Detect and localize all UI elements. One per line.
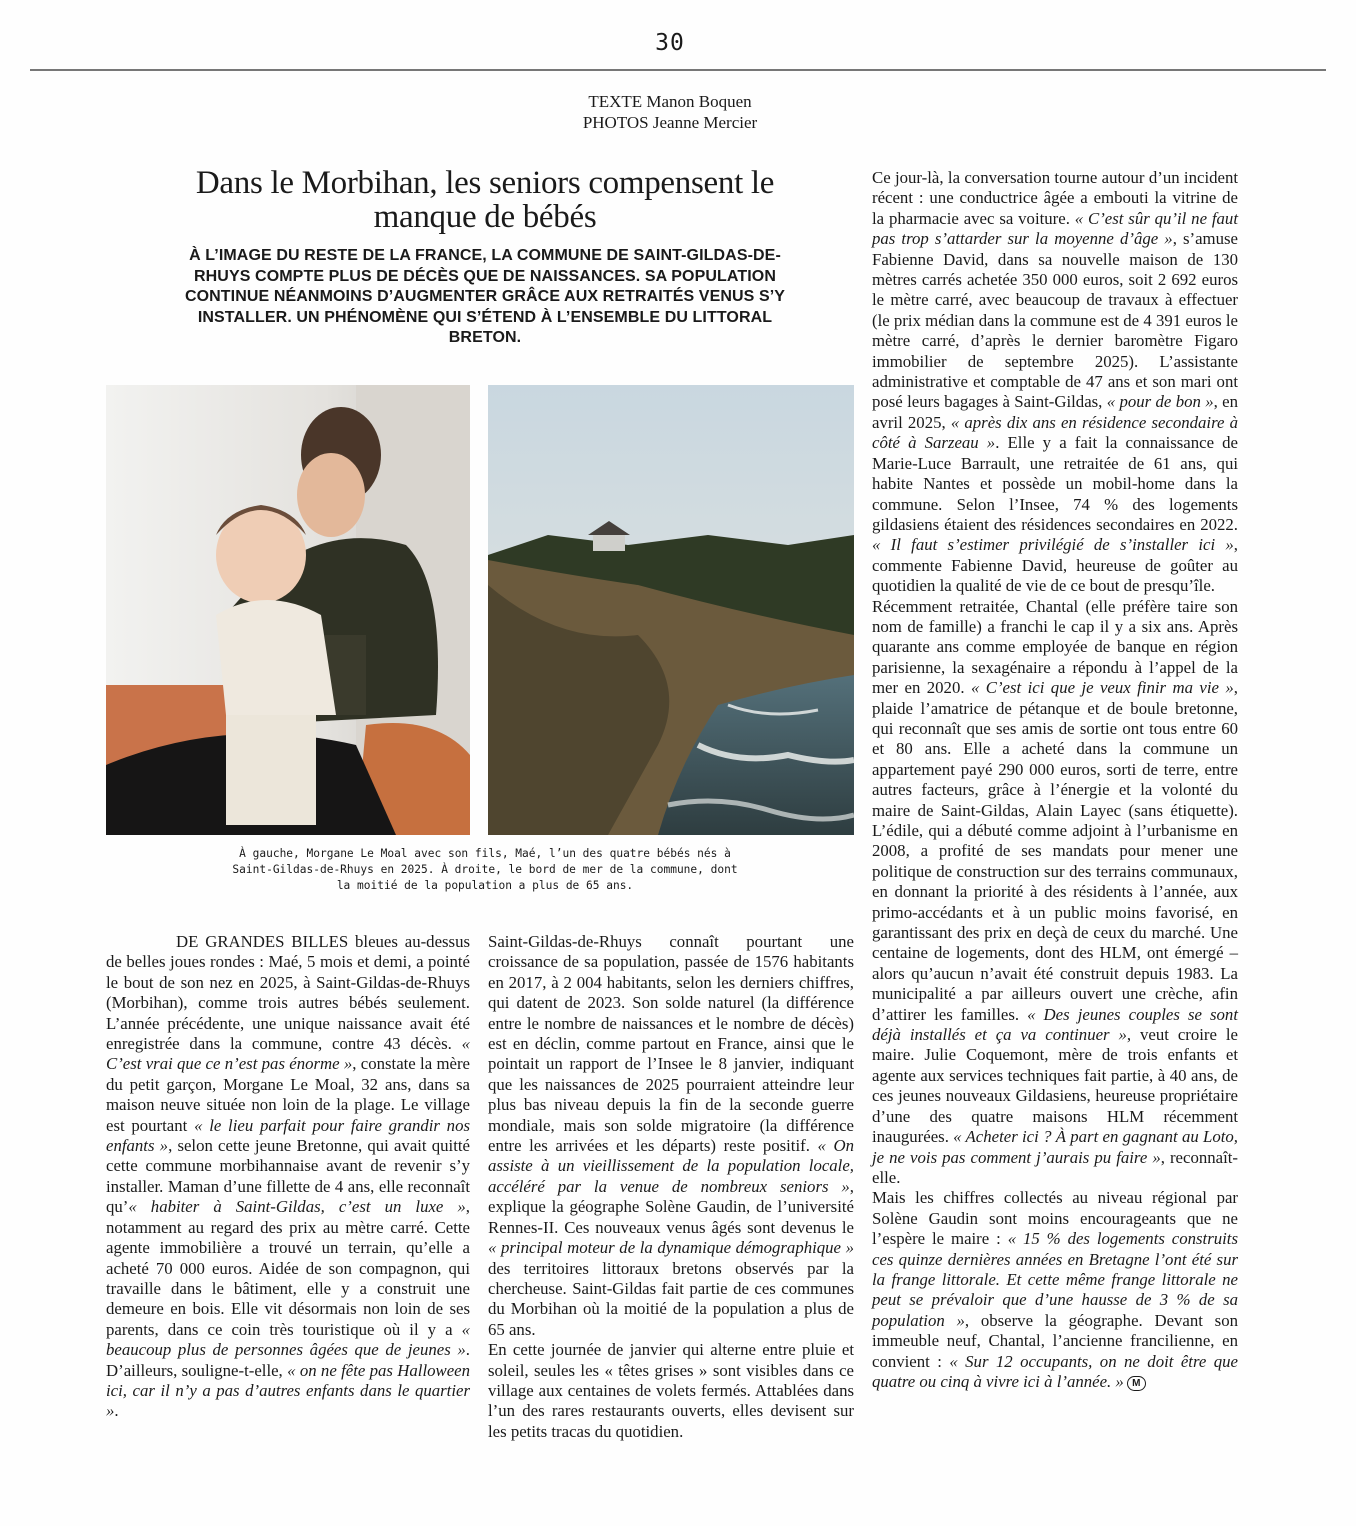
quote: « C’est sûr qu’il ne faut pas trop s’attarder sur la moyenne d’âge » — [872, 208, 1238, 249]
body-text: , commente Fabienne David, heureuse de goûter au quotidien la qualité de vie de ce bout de presqu’île. — [872, 535, 1238, 596]
quote: « Acheter ici ? À part en gagnant au Loto, je ne vois pas comment j’aurais pu faire » — [872, 1127, 1238, 1167]
body-text: . Elle y a fait la connaissance de Marie-Luce Barrault, une retraitée de 61 ans, qui habite Nantes et possède un mobil-home dans la commune. Selon l’Insee, 74 % des logements gildasiens étaient des résidences secondaires en 2022. — [872, 433, 1239, 534]
body-text: , explique la géographe Solène Gaudin, de l’université Rennes-II. Ces nouveaux venus âgés sont devenus le — [488, 1176, 854, 1237]
photo-credit: PHOTOS Jeanne Mercier — [582, 113, 758, 132]
photo-caption: À gauche, Morgane Le Moal avec son fils, Maé, l’un des quatre bébés nés à Saint-Gildas-de-Rhuys en 2025. À droite, le bord de mer de la commune, dont la moitié de la population a plus de 65 ans. — [232, 847, 738, 892]
end-of-article-icon: M — [1127, 1376, 1146, 1391]
body-text: , reconnaît-elle. — [872, 1147, 1238, 1187]
headline: Dans le Morbihan, les seniors compensent le manque de bébés — [195, 165, 775, 235]
article-paragraph: En cette journée de janvier qui alterne entre pluie et soleil, seules les « têtes grises » sont visibles dans ce village aux centaines de volets fermés. Attablées dans l’un des rares restaurants ouverts, elles devisent sur les petits tracas du quotidien. — [488, 1340, 854, 1441]
article-paragraph — [872, 168, 1238, 597]
quote: « beaucoup plus de personnes âgées que de jeunes » — [106, 1319, 470, 1360]
body-text: , s’amuse Fabienne David, dans sa nouvelle maison de 130 mètres carrés achetée 350 000 euros, soit 2 692 euros le mètre carré, avec beaucoup de travaux à effectuer (le prix médian dans la commune est de 4 391 euros le mètre carré, d’après le dernier baromètre Figaro immobilier de septembre 2025). L’assistante administrative et comptable de 47 ans et son mari ont posé leurs bagages à Saint-Gildas, — [872, 229, 1238, 412]
deck: À L’IMAGE DU RESTE DE LA FRANCE, LA COMMUNE DE SAINT-GILDAS-DE-RHUYS COMPTE PLUS DE DÉCÈS QUE DE NAISSANCES. SA POPULATION CONTINUE NÉANMOINS D’AUGMENTER GRÂCE AUX RETRAITÉS VENUS S’Y INSTALLER. UN PHÉNOMÈNE QUI S’ÉTEND À L’ENSEMBLE DU LITTORAL BRETON. — [184, 247, 786, 346]
body-text: , observe la géographe. Devant son immeuble neuf, Chantal, l’ancienne francilienne, en convient : — [872, 1310, 1238, 1371]
body-text: Mais les chiffres collectés au niveau régional par Solène Gaudin sont moins encourageants que ne l’espère le maire : — [872, 1188, 1238, 1249]
article-column-2 — [488, 932, 854, 1442]
quote: « Des jeunes couples se sont déjà installés et ça va continuer » — [872, 1004, 1238, 1045]
lead-in: DE GRANDES BILLES — [176, 932, 349, 951]
quote: « principal moteur de la dynamique démographique » — [488, 1238, 854, 1258]
quote: « pour de bon » — [1106, 392, 1214, 412]
body-text: , veut croire le maire. Julie Coquemont, mère de trois enfants et agente aux services techniques fait partie, à 40 ans, de ces jeunes nouveaux Gildasiens, heureuse propriétaire d’une des quatre maisons HLM récemment inaugurées. — [872, 1025, 1238, 1147]
body-text: . D’ailleurs, souligne-t-elle, — [106, 1340, 470, 1380]
quote: « après dix ans en résidence secondaire à côté à Sarzeau » — [872, 412, 1238, 453]
quote: « Sur 12 occupants, on ne doit être que quatre ou cinq à vivre ici à l’année. » — [872, 1351, 1238, 1391]
article-paragraph — [872, 1188, 1238, 1392]
body-text: bleues au-dessus de belles joues rondes : Maé, 5 mois et demi, a pointé le bout de son nez en 2025, à Saint-Gildas-de-Rhuys (Morbihan), comme trois autres bébés seulement. L’année précédente, une unique naissance avait été enregistrée dans la commune, contre 43 décès. — [106, 932, 470, 1054]
body-text: , plaide l’amatrice de pétanque et de boule bretonne, qui reconnaît que ses amis de sortie ont tous entre 60 et 80 ans. Elle a acheté dans la commune un appartement payé 290 000 euros, sorti de terre, entre autres facteurs, grâce à l’énergie et la volonté du maire de Saint-Gildas, Alain Layec (sans étiquette). L’édile, qui a débuté comme adjoint à l’urbanisme en 2008, a profité de ses mandats pour mener une politique de construction sur des terrains communaux, en donnant la priorité à des résidents à l’année, aux primo-accédants et à un public moins favorisé, en garantissant des prix en deçà de ceux du marché. Une centaine de logements, dont des HLM, ont émergé – alors qu’aucun n’avait été construit depuis 1983. La municipalité a par ailleurs ouvert une crèche, afin d’attirer les familles. — [872, 678, 1238, 1024]
body-text: , en avril 2025, — [872, 392, 1238, 432]
article-column-3 — [872, 168, 1238, 1392]
quote: « habiter à Saint-Gildas, c’est un luxe » — [128, 1197, 466, 1217]
body-text: , constate la mère du petit garçon, Morgane Le Moal, 32 ans, dans sa maison neuve située non loin de la plage. Le village est pourtant — [106, 1054, 470, 1135]
quote: « Il faut s’estimer privilégié de s’installer ici » — [872, 535, 1234, 555]
quote: « C’est vrai que ce n’est pas énorme » — [106, 1034, 470, 1074]
photo-mother-baby — [106, 385, 470, 835]
quote: « on ne fête pas Halloween ici, car il n’y a pas d’autres enfants dans le quartier » — [106, 1360, 471, 1421]
quote: « le lieu parfait pour faire grandir nos enfants » — [106, 1115, 470, 1156]
article-paragraph — [106, 932, 470, 1422]
quote: « 15 % des logements construits ces quinze dernières années en Bretagne l’ont été sur la frange littorale. Et cette même frange littorale ne peut se prévaloir que d’une hausse de 3 % de sa population » — [872, 1229, 1238, 1330]
article-paragraph — [488, 932, 854, 1340]
page-number: 30 — [655, 30, 685, 56]
quote: « C’est ici que je veux finir ma vie » — [970, 678, 1234, 698]
body-text: , selon cette jeune Bretonne, qui avait quitté cette commune morbihannaise avant de revenir s’y installer. Maman d’une fillette de 4 ans, elle reconnaît qu’ — [106, 1136, 470, 1217]
article-column-1 — [106, 932, 470, 1422]
body-text: . — [114, 1401, 119, 1421]
body-text: Saint-Gildas-de-Rhuys connaît pourtant une croissance de sa population, passée de 1576 habitants en 2017, à 2 004 habitants, selon les derniers chiffres, qui datent de 2023. Son solde naturel (la différence entre le nombre de naissances et le nombre de décès) est en déclin, comme partout en France, ainsi que le pointait un rapport de l’Insee le 8 janvier, indiquant que les naissances de 2025 pourraient atteindre leur plus bas niveau depuis la fin de la seconde guerre mondiale, mais son solde migratoire (la différence entre les arrivées et les départs) reste positif. — [488, 932, 854, 1156]
text-credit: TEXTE Manon Boquen — [588, 92, 752, 111]
quote: « On assiste à un vieillissement de la population locale, accéléré par la venue de nombreux seniors » — [488, 1136, 854, 1196]
header-rule — [30, 69, 1326, 71]
body-text: Ce jour-là, la conversation tourne autour d’un incident récent : une conductrice âgée a embouti la vitrine de la pharmacie avec sa voiture. — [872, 168, 1238, 228]
photo-coastline — [488, 385, 854, 835]
body-text: Récemment retraitée, Chantal (elle préfère taire son nom de famille) a franchi le cap il y a six ans. Après quarante ans comme employée de banque en région parisienne, la sexagénaire a répondu à l’appel de la mer en 2020. — [872, 596, 1238, 698]
article-paragraph — [872, 597, 1238, 1189]
credits — [520, 91, 820, 133]
body-text: des territoires littoraux bretons observés par la chercheuse. Saint-Gildas fait partie de ces communes du Morbihan où la moitié de la population a plus de 65 ans. — [488, 1258, 854, 1339]
body-text: , notamment au regard des prix au mètre carré. Cette agente immobilière a trouvé un terrain, qu’elle a acheté 70 000 euros. Aidée de son compagnon, qui travaille dans le bâtiment, elle y a construit une demeure en bois. Elle vit désormais non loin de ses parents, dans ce coin très touristique où il y a — [106, 1197, 470, 1339]
